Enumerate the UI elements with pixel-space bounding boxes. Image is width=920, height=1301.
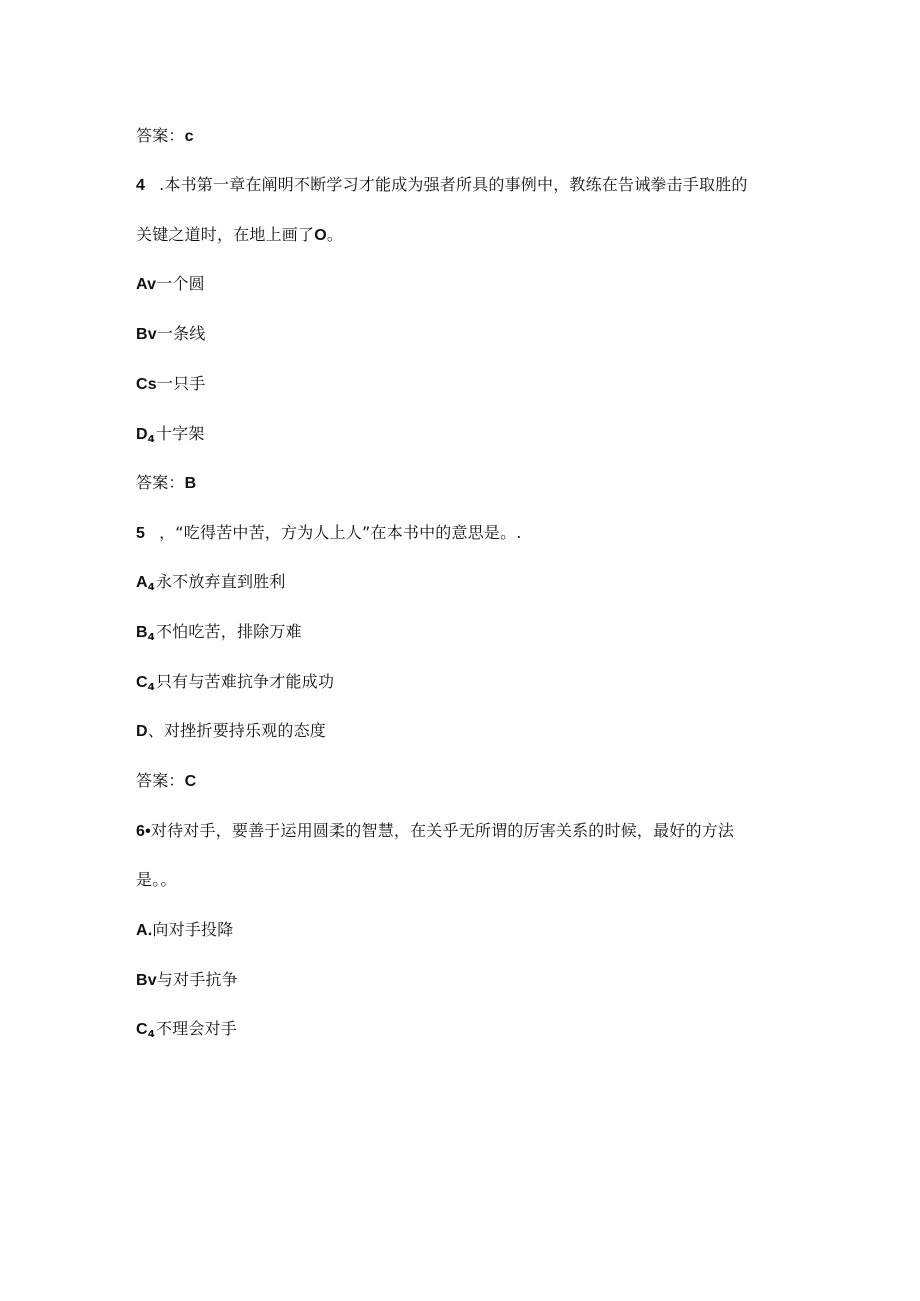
option-letter: B <box>136 326 148 343</box>
answer-value: B <box>184 475 197 492</box>
question-text-end: 。 <box>326 225 344 244</box>
option-text: 一条线 <box>156 324 206 343</box>
option-letter: C <box>136 1021 148 1038</box>
option-text: 一个圆 <box>156 274 205 293</box>
q6-option-c <box>136 1018 237 1046</box>
answer-value: C <box>184 773 197 790</box>
q5-question <box>136 522 522 545</box>
answer-value: c <box>184 128 194 145</box>
q6-question-line1 <box>136 820 734 843</box>
q5-answer <box>136 770 196 793</box>
option-letter: B <box>136 972 148 989</box>
q4-option-d <box>136 423 205 451</box>
option-sep: 、 <box>147 721 164 740</box>
option-sep: 4 <box>147 582 155 593</box>
option-sep: 4 <box>147 682 155 693</box>
option-text: 对挫折要持乐观的态度 <box>163 721 326 740</box>
answer-label: 答案： <box>136 771 185 790</box>
option-sep: s <box>147 376 157 393</box>
answer-label: 答案： <box>136 473 185 492</box>
option-sep: 4 <box>147 434 155 445</box>
question-text: 关键之道时，在地上画了 <box>136 225 315 244</box>
option-text: 不怕吃苦，排除万难 <box>155 622 302 641</box>
option-sep: v <box>147 972 157 989</box>
q6-option-a <box>136 919 233 942</box>
q5-option-d <box>136 720 326 743</box>
option-letter: B <box>136 624 148 641</box>
option-letter: D <box>136 426 148 443</box>
question-number: 5 <box>136 525 146 542</box>
question-text: .本书第一章在阐明不断学习才能成为强者所具的事例中，教练在告诫拳击手取胜的 <box>159 175 748 194</box>
question-text: 对待对手，要善于运用圆柔的智慧，在关乎无所谓的厉害关系的时候，最好的方法 <box>150 821 735 840</box>
option-text: 向对手投降 <box>152 920 234 939</box>
option-letter: A <box>136 922 148 939</box>
q6-question-line2 <box>136 869 177 891</box>
q4-option-a <box>136 273 205 296</box>
question-text: ，“吃得苦中苦，方为人上人”在本书中的意思是。. <box>159 523 522 542</box>
option-letter: D <box>136 723 148 740</box>
q5-option-b <box>136 621 302 649</box>
option-text: 永不放弃直到胜利 <box>155 572 286 591</box>
q4-question-line2 <box>136 224 343 247</box>
q4-answer <box>136 472 196 495</box>
option-sep: . <box>147 922 153 939</box>
option-text: 与对手抗争 <box>156 970 238 989</box>
question-text: 是。。 <box>136 870 177 889</box>
q6-option-b <box>136 969 238 992</box>
option-letter: A <box>136 276 148 293</box>
question-blank: O <box>314 227 327 244</box>
question-number: 4 <box>136 177 146 194</box>
option-text: 十字架 <box>155 424 205 443</box>
option-letter: C <box>136 376 148 393</box>
q5-option-c <box>136 671 334 699</box>
q4-option-c <box>136 373 205 396</box>
option-sep: v <box>147 326 157 343</box>
option-text: 一只手 <box>156 374 206 393</box>
question-number: 6• <box>136 823 151 840</box>
q3-answer <box>136 125 194 148</box>
option-text: 不理会对手 <box>155 1019 237 1038</box>
option-sep: v <box>147 276 157 293</box>
q5-option-a <box>136 571 286 599</box>
option-sep: 4 <box>147 632 155 643</box>
option-sep: 4 <box>147 1029 155 1040</box>
answer-label: 答案： <box>136 126 185 145</box>
option-letter: A <box>136 574 148 591</box>
q4-question-line1 <box>136 174 748 197</box>
option-text: 只有与苦难抗争才能成功 <box>155 672 335 691</box>
option-letter: C <box>136 674 148 691</box>
q4-option-b <box>136 323 205 346</box>
